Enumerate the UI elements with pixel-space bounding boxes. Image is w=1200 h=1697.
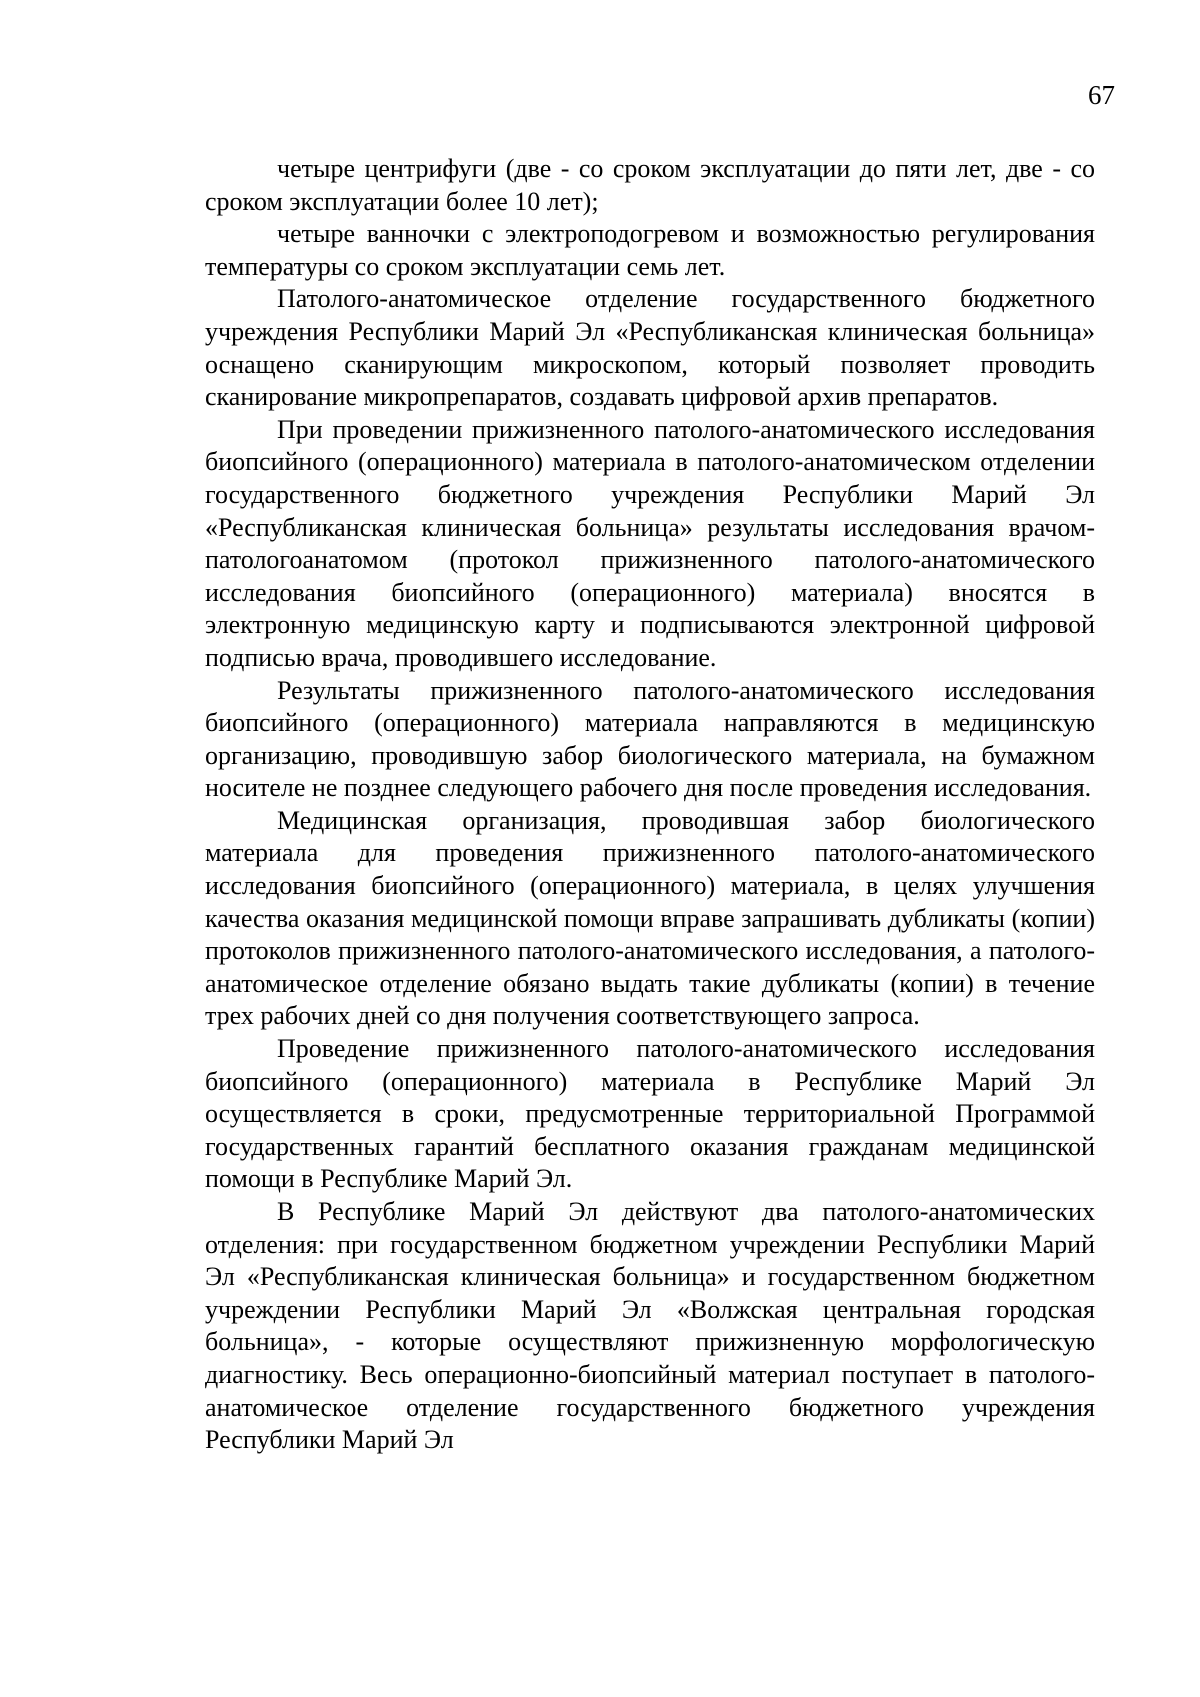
paragraph-results-delivery: Результаты прижизненного патолого-анатомического исследования биопсийного (операционного) материала направляются в медицинскую организацию, проводившую забор биологического материала, на бумажном носителе не позднее следующего рабочего дня после проведения исследования.: [205, 675, 1095, 803]
page-number: 67: [1088, 80, 1115, 110]
paragraph-electronic-record: При проведении прижизненного патолого-анатомического исследования биопсийного (операционного) материала в патолого-анатомическом отделении государственного бюджетного учреждения Республики Марий Эл «Республиканская клиническая больница» результаты исследования врачом-патологоанатомом (протокол прижизненного патолого-анатомического исследования биопсийного (операционного) материала) вносятся в электронную медицинскую карту и подписываются электронной цифровой подписью врача, проводившего исследование.: [205, 414, 1095, 672]
paragraph-terms: Проведение прижизненного патолого-анатомического исследования биопсийного (операционного) материала в Республике Марий Эл осуществляется в сроки, предусмотренные территориальной Программой государственных гарантий бесплатного оказания гражданам медицинской помощи в Республике Марий Эл.: [205, 1034, 1095, 1194]
paragraph-centrifuges: четыре центрифуги (две - со сроком эксплуатации до пяти лет, две - со сроком эксплуатации более 10 лет);: [205, 154, 1095, 216]
paragraph-scanning-microscope: Патолого-анатомическое отделение государственного бюджетного учреждения Республики Марий Эл «Республиканская клиническая больница» оснащено сканирующим микроскопом, который позволяет проводить сканирование микропрепаратов, создавать цифровой архив препаратов.: [205, 284, 1095, 412]
paragraph-duplicates: Медицинская организация, проводившая забор биологического материала для проведения прижизненного патолого-анатомического исследования биопсийного (операционного) материала, в целях улучшения качества оказания медицинской помощи вправе запрашивать дубликаты (копии) протоколов прижизненного патолого-анатомического исследования, а патолого-анатомическое отделение обязано выдать такие дубликаты (копии) в течение трех рабочих дней со дня получения соответствующего запроса.: [205, 805, 1095, 1031]
document-body: [205, 153, 1095, 1457]
paragraph-baths: четыре ванночки с электроподогревом и возможностью регулирования температуры со сроком эксплуатации семь лет.: [205, 219, 1095, 281]
paragraph-departments: В Республике Марий Эл действуют два патолого-анатомических отделения: при государственном бюджетном учреждении Республики Марий Эл «Республиканская клиническая больница» и государственном бюджетном учреждении Республики Марий Эл «Волжская центральная городская больница», - которые осуществляют прижизненную морфологическую диагностику. Весь операционно-биопсийный материал поступает в патолого-анатомическое отделение государственного бюджетного учреждения Республики Марий Эл: [205, 1197, 1095, 1455]
